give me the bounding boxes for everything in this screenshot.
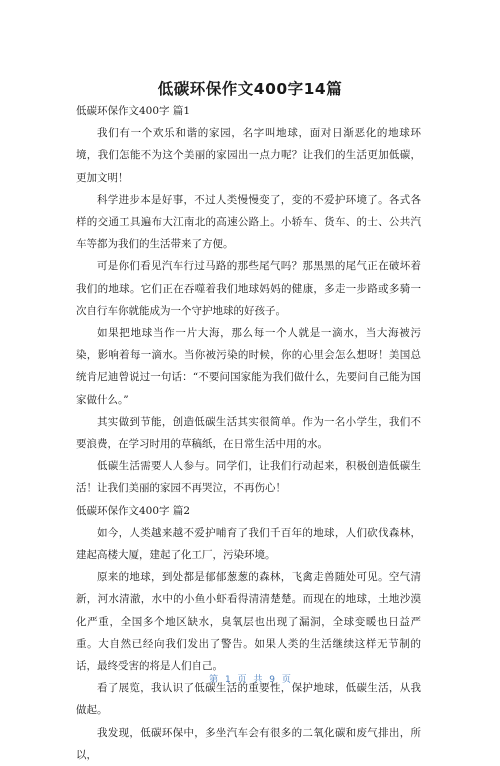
paragraph: 其实做到节能，创造低碳生活其实很简单。作为一名小学生，我们不要浪费，在学习时用的草稿纸，在日常生活中用的水。 — [76, 415, 421, 451]
document-title: 低碳环保作文400字14篇 — [157, 80, 343, 98]
paragraph: 看了展览，我认识了低碳生活的重要性，保护地球，低碳生活，从我做起。 — [76, 682, 421, 717]
paragraph: 我们有一个欢乐和谐的家园，名字叫地球，面对日渐恶化的地球环境，我们怎能不为这个美丽的家园出一点力呢？让我们的生活更加低碳，更加文明！ — [76, 127, 421, 184]
paragraph: 科学进步本是好事，不过人类慢慢变了，变的不爱护环境了。各式各样的交通工具遍布大江南北的高速公路上。小轿车、货车、的士、公共汽车等都为我们的生活带来了方便。 — [76, 193, 421, 251]
document-body — [76, 100, 421, 766]
paragraph: 如今，人类越来越不爱护哺育了我们千百年的地球，人们砍伐森林，建起高楼大厦，建起了化工厂，污染环境。 — [76, 526, 421, 562]
paragraph: 我发现，低碳环保中，多坐汽车会有很多的二氧化碳和废气排出，所以， — [76, 726, 421, 761]
paragraph: 可是你们看见汽车行过马路的那些尾气吗？那黑黑的尾气正在破坏着我们的地球。它们正在吞噬着我们地球妈妈的健康，多走一步路或多骑一次自行车你就能成为一个守护地球的好孩子。 — [76, 260, 421, 317]
page-number-footer: 第 1 页 共 9 页 — [209, 675, 291, 685]
essay-heading-2: 低碳环保作文400字 篇2 — [76, 504, 191, 517]
paragraph: 原来的地球，到处都是郁郁葱葱的森林，飞禽走兽随处可见。空气清新，河水清澈，水中的小鱼小虾看得清清楚楚。而现在的地球，土地沙漠化严重，全国多个地区缺水，臭氧层也出现了漏洞，全球变暖也日益严重。大自然已经向我们发出了警告。如果人类的生活继续这样无节制的话，最终受害的将是人们自己。 — [76, 571, 421, 673]
paragraph: 如果把地球当作一片大海，那么每一个人就是一滴水，当大海被污染，影响着每一滴水。当你被污染的时候，你的心里会怎么想呀！美国总统肯尼迪曾说过一句话：“不要问国家能为我们做什么，先要问自己能为国家做什么。” — [76, 327, 421, 406]
paragraph: 低碳生活需要人人参与。同学们，让我们行动起来，积极创造低碳生活！让我们美丽的家园不再哭泣，不再伤心！ — [76, 460, 421, 495]
essay-heading-1: 低碳环保作文400字 篇1 — [76, 105, 191, 117]
